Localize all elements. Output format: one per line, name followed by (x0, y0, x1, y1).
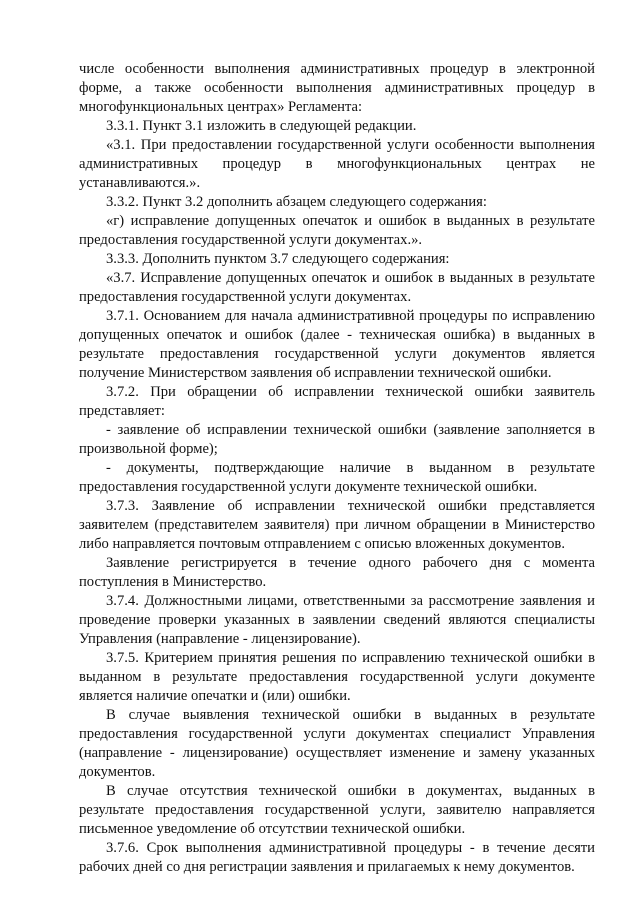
paragraph: 3.3.1. Пункт 3.1 изложить в следующей редакции. (106, 118, 417, 134)
paragraph: В случае выявления технической ошибки в выданных в результате предоставления государственной услуги документах специалист Управления (направление - лицензирование) осуществляет изменение и замену указанных документов. (79, 707, 595, 780)
paragraph: 3.7.5. Критерием принятия решения по исправлению технической ошибки в выданном в результате предоставления государственной услуги документе является наличие опечатки и (или) ошибки. (79, 650, 595, 704)
paragraph: Заявление регистрируется в течение одного рабочего дня с момента поступления в Министерство. (79, 555, 595, 590)
paragraph: «3.1. При предоставлении государственной услуги особенности выполнения административных процедур в многофункциональных центрах не устанавливаются.». (79, 137, 595, 191)
paragraph: 3.7.3. Заявление об исправлении технической ошибки представляется заявителем (представителем заявителя) при личном обращении в Министерство либо направляется почтовым отправлением с описью вложенных документов. (79, 498, 595, 552)
paragraph: числе особенности выполнения административных процедур в электронной форме, а также особенности выполнения административных процедур в многофункциональных центрах» Регламента: (79, 61, 595, 115)
paragraph: 3.7.2. При обращении об исправлении технической ошибки заявитель представляет: (79, 384, 595, 419)
paragraph: «г) исправление допущенных опечаток и ошибок в выданных в результате предоставления государственной услуги документах.». (79, 213, 595, 248)
paragraph: - заявление об исправлении технической ошибки (заявление заполняется в произвольной форме); (79, 422, 595, 457)
paragraph: 3.7.4. Должностными лицами, ответственными за рассмотрение заявления и проведение проверки указанных в заявлении сведений являются специалисты Управления (направление - лицензирование). (79, 593, 595, 647)
document-page (79, 60, 595, 877)
paragraph: 3.7.6. Срок выполнения административной процедуры - в течение десяти рабочих дней со дня регистрации заявления и прилагаемых к нему документов. (79, 840, 595, 875)
paragraph: 3.7.1. Основанием для начала административной процедуры по исправлению допущенных опечаток и ошибок (далее - техническая ошибка) в выданных в результате предоставления государственной услуги документов является получение Министерством заявления об исправлении технической ошибки. (79, 308, 595, 381)
paragraph: - документы, подтверждающие наличие в выданном в результате предоставления государственной услуги документе технической ошибки. (79, 460, 595, 495)
paragraph: В случае отсутствия технической ошибки в документах, выданных в результате предоставления государственной услуги, заявителю направляется письменное уведомление об отсутствии технической ошибки. (79, 783, 595, 837)
paragraph: 3.3.3. Дополнить пунктом 3.7 следующего содержания: (106, 251, 450, 267)
paragraph: «3.7. Исправление допущенных опечаток и ошибок в выданных в результате предоставления государственной услуги документах. (79, 270, 595, 305)
paragraph: 3.3.2. Пункт 3.2 дополнить абзацем следующего содержания: (106, 194, 487, 210)
